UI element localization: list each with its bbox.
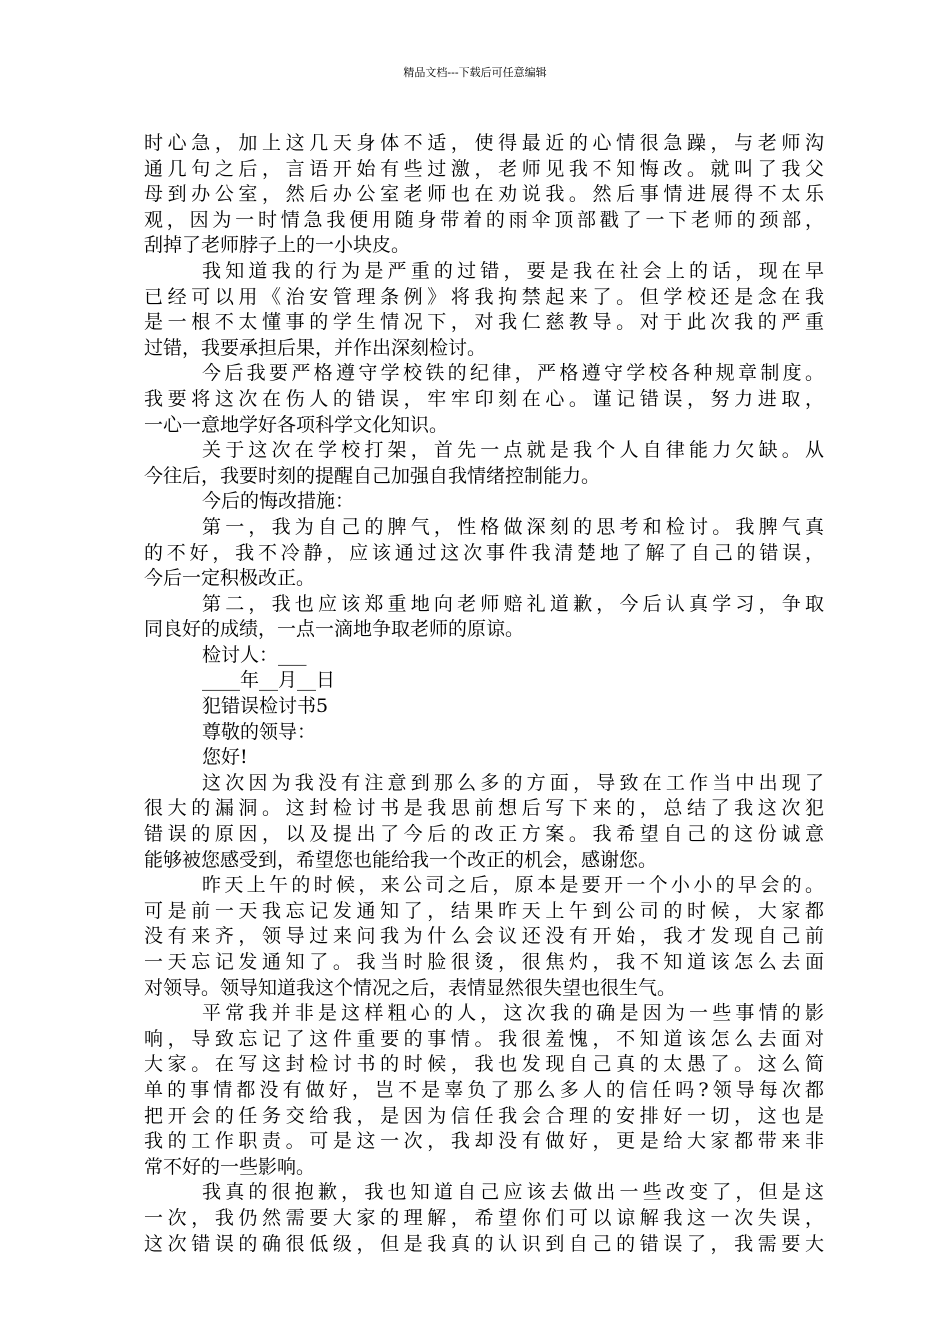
text-line: 是一根不太懂事的学生情况下，对我仁慈教导。对于此次我的严重 (144, 311, 824, 334)
text-line: 平常我并非是这样粗心的人，这次我的确是因为一些事情的影 (202, 1002, 824, 1025)
text-line: 今往后，我要时刻的提醒自己加强自我情绪控制能力。 (144, 464, 601, 487)
text-line: 一心一意地学好各项科学文化知识。 (144, 413, 449, 436)
text-line: 刮掉了老师脖子上的一小块皮。 (144, 234, 411, 257)
document-body (144, 131, 824, 1257)
text-line: 今后的悔改措施： (202, 490, 355, 513)
text-line: 可是前一天我忘记发通知了，结果昨天上午到公司的时候，大家都 (144, 899, 824, 922)
text-line: 尊敬的领导： (202, 720, 317, 743)
text-line: 常不好的一些影响。 (144, 1155, 316, 1178)
text-line: 错误的原因，以及提出了今后的改正方案。我希望自己的这份诚意 (144, 823, 824, 846)
text-line: 今后一定积极改正。 (144, 567, 316, 590)
text-line: 第一，我为自己的脾气，性格做深刻的思考和检讨。我脾气真 (202, 515, 824, 538)
text-line: 检讨人：___ (202, 643, 307, 666)
text-line: 一天忘记发通知了。我当时脸很烫，很焦灼，我不知道该怎么去面 (144, 951, 824, 973)
text-line: 昨天上午的时候，来公司之后，原本是要开一个小小的早会的。 (202, 874, 824, 897)
text-line: 一次，我仍然需要大家的理解，希望你们可以谅解我这一次失误， (144, 1206, 824, 1229)
text-line: 单的事情都没有做好，岂不是辜负了那么多人的信任吗?领导每次都 (144, 1078, 824, 1101)
text-line: 已经可以用《治安管理条例》将我拘禁起来了。但学校还是念在我 (144, 285, 824, 308)
text-line: 第二，我也应该郑重地向老师赔礼道歉，今后认真学习，争取 (202, 592, 824, 615)
text-line: 能够被您感受到，希望您也能给我一个改正的机会，感谢您。 (144, 848, 658, 871)
text-line: 通几句之后，言语开始有些过激，老师见我不知悔改。就叫了我父 (144, 157, 824, 180)
text-line: 没有来齐，领导过来问我为什么会议还没有开始，我才发现自己前 (144, 925, 824, 948)
text-line: 我真的很抱歉，我也知道自己应该去做出一些改变了，但是这 (202, 1181, 824, 1204)
text-line: 关于这次在学校打架，首先一点就是我个人自律能力欠缺。从 (202, 439, 824, 462)
text-line: 很大的漏洞。这封检讨书是我思前想后写下来的，总结了我这次犯 (144, 797, 824, 820)
text-line: 这次错误的确很低级，但是我真的认识到自己的错误了，我需要大 (144, 1232, 824, 1255)
text-line: ____年__月__日 (202, 669, 336, 692)
text-line: 今后我要严格遵守学校铁的纪律，严格遵守学校各种规章制度。 (202, 362, 824, 385)
page-header: 精品文档---下载后可任意编辑 (403, 66, 547, 79)
text-line: 过错，我要承担后果，并作出深刻检讨。 (144, 336, 487, 359)
text-line: 同良好的成绩，一点一滴地争取老师的原谅。 (144, 618, 525, 641)
text-line: 母到办公室，然后办公室老师也在劝说我。然后事情进展得不太乐 (144, 183, 824, 206)
text-line: 我的工作职责。可是这一次，我却没有做好，更是给大家都带来非 (144, 1130, 824, 1153)
text-line: 您好! (202, 746, 248, 769)
text-line: 时心急，加上这几天身体不适，使得最近的心情很急躁，与老师沟 (144, 132, 824, 154)
text-line: 我要将这次在伤人的错误，牢牢印刻在心。谨记错误，努力进取， (144, 387, 824, 410)
text-line: 把开会的任务交给我，是因为信任我会合理的安排好一切，这也是 (144, 1104, 824, 1127)
text-line: 的不好，我不冷静，应该通过这次事件我清楚地了解了自己的错误， (144, 541, 824, 564)
text-line: 犯错误检讨书5 (202, 695, 329, 718)
text-line: 大家。在写这封检讨书的时候，我也发现自己真的太愚了。这么简 (144, 1053, 824, 1076)
text-line: 响，导致忘记了这件重要的事情。我很羞愧，不知道该怎么去面对 (144, 1027, 824, 1050)
text-line: 观，因为一时情急我便用随身带着的雨伞顶部戳了一下老师的颈部， (144, 208, 824, 231)
text-line: 对领导。领导知道我这个情况之后，表情显然很失望也很生气。 (144, 976, 677, 999)
text-line: 这次因为我没有注意到那么多的方面，导致在工作当中出现了 (202, 771, 824, 794)
text-line: 我知道我的行为是严重的过错，要是我在社会上的话，现在早 (202, 259, 824, 282)
